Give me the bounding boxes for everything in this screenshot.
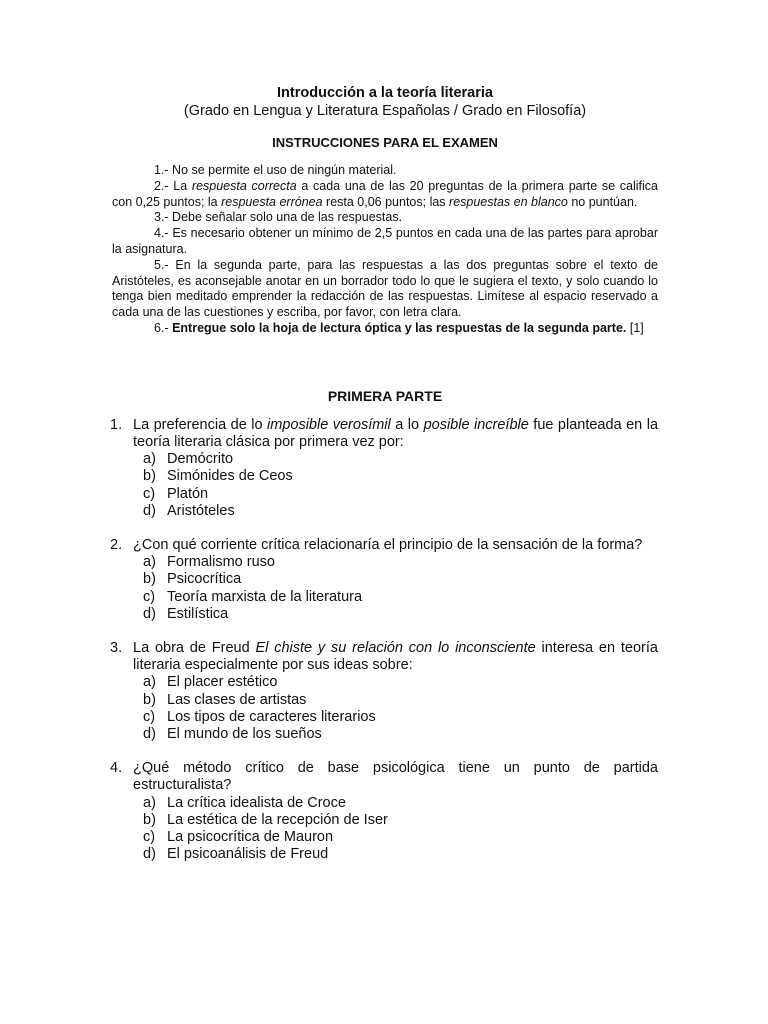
option-letter: a) bbox=[143, 794, 156, 811]
text-run: 1.- No se permite el uso de ningún material. bbox=[154, 163, 397, 177]
instructions-heading: INSTRUCCIONES PARA EL EXAMEN bbox=[272, 135, 498, 150]
question bbox=[112, 640, 658, 743]
answer-options bbox=[133, 554, 658, 623]
italic-text: imposible verosímil bbox=[267, 416, 391, 433]
option-letter: b) bbox=[143, 691, 156, 708]
option-letter: a) bbox=[143, 451, 156, 468]
option-letter: c) bbox=[143, 708, 156, 725]
text-run: resta 0,06 puntos; las bbox=[322, 194, 450, 209]
question-number: 2. bbox=[110, 536, 123, 553]
question-number: 3. bbox=[110, 640, 123, 656]
option-text: Psicocrítica bbox=[167, 571, 242, 588]
text-run: 3.- Debe señalar solo una de las respuestas. bbox=[154, 210, 403, 225]
answer-option bbox=[143, 726, 658, 743]
answer-option bbox=[143, 812, 658, 829]
text-run: interesa en teoría literaria especialmente por sus ideas sobre: bbox=[133, 640, 658, 674]
answer-option bbox=[143, 571, 658, 588]
option-letter: d) bbox=[143, 605, 156, 622]
answer-option bbox=[143, 554, 658, 571]
text-run: 2.- La bbox=[154, 178, 192, 193]
text-run: La preferencia de lo bbox=[133, 416, 268, 433]
text-run: fue planteada en la teoría literaria clásica por primera vez por: bbox=[133, 416, 659, 450]
answer-option bbox=[143, 674, 658, 691]
answer-option bbox=[143, 692, 658, 709]
answer-option bbox=[143, 829, 658, 846]
italic-text: respuestas en blanco bbox=[449, 194, 568, 209]
option-text: Aristóteles bbox=[167, 502, 235, 519]
text-run: 4.- Es necesario obtener un mínimo de 2,5 puntos en cada una de las partes para aprobar la asignatura. bbox=[112, 226, 658, 256]
text-run: [1] bbox=[626, 320, 644, 335]
answer-options bbox=[133, 674, 658, 743]
option-text: El psicoanálisis de Freud bbox=[167, 846, 329, 863]
option-letter: d) bbox=[143, 502, 156, 519]
italic-text: posible increíble bbox=[423, 416, 529, 433]
option-letter: a) bbox=[143, 674, 156, 691]
question-number: 4. bbox=[110, 760, 123, 777]
text-run: no puntúan. bbox=[567, 194, 638, 209]
italic-text: respuesta correcta bbox=[191, 178, 297, 193]
text-run: La obra de Freud bbox=[133, 640, 256, 656]
answer-option bbox=[143, 468, 658, 485]
question-text bbox=[133, 760, 658, 794]
question bbox=[112, 760, 658, 863]
option-text: Teoría marxista de la literatura bbox=[167, 588, 363, 605]
option-letter: c) bbox=[143, 829, 156, 846]
option-letter: c) bbox=[143, 588, 156, 605]
question-list bbox=[112, 417, 658, 864]
instruction-item bbox=[112, 258, 658, 321]
question-number: 1. bbox=[110, 416, 123, 433]
instructions-list bbox=[112, 163, 658, 337]
option-text: El placer estético bbox=[167, 674, 278, 691]
document-title: Introducción a la teoría literaria bbox=[277, 85, 493, 101]
option-text: La crítica idealista de Croce bbox=[167, 794, 346, 811]
answer-option bbox=[143, 846, 658, 863]
text-run: a cada una de las 20 preguntas de la primera parte se califica con 0,25 puntos; la bbox=[112, 178, 659, 209]
answer-option bbox=[143, 589, 658, 606]
option-letter: b) bbox=[143, 811, 156, 828]
text-run: ¿Con qué corriente crítica relacionaría el principio de la sensación de la forma? bbox=[133, 536, 643, 553]
question bbox=[112, 417, 658, 520]
instruction-item bbox=[112, 210, 658, 226]
text-run: 5.- En la segunda parte, para las respuestas a las dos preguntas sobre el texto de Aristóteles, es aconsejable anotar en un borrador todo lo que le sugiera el texto, y solo cuando lo tenga bien meditado emprender la redacción de las respuestas. Limítese al espacio reservado a cada una de las cuestiones y escriba, por favor, con letra clara. bbox=[112, 257, 658, 320]
bold-text: Entregue solo la hoja de lectura óptica y las respuestas de la segunda parte. bbox=[172, 320, 627, 335]
answer-options bbox=[133, 451, 658, 520]
answer-options bbox=[133, 795, 658, 864]
text-run: a lo bbox=[390, 416, 424, 433]
instruction-item bbox=[112, 163, 658, 179]
answer-option bbox=[143, 606, 658, 623]
option-text: Estilística bbox=[167, 605, 229, 622]
answer-option bbox=[143, 451, 658, 468]
option-text: Platón bbox=[167, 485, 209, 502]
option-letter: b) bbox=[143, 571, 156, 588]
option-text: Demócrito bbox=[167, 451, 234, 468]
answer-option bbox=[143, 486, 658, 503]
option-text: Simónides de Ceos bbox=[167, 468, 293, 485]
question-text bbox=[133, 417, 658, 451]
option-letter: d) bbox=[143, 846, 156, 863]
instruction-item bbox=[112, 321, 658, 337]
option-text: El mundo de los sueños bbox=[167, 726, 322, 743]
option-text: Las clases de artistas bbox=[167, 691, 307, 708]
answer-option bbox=[143, 503, 658, 520]
option-letter: a) bbox=[143, 554, 156, 571]
document-subtitle: (Grado en Lengua y Literatura Españolas / Grado en Filosofía) bbox=[183, 103, 587, 119]
answer-option bbox=[143, 709, 658, 726]
option-text: La psicocrítica de Mauron bbox=[167, 829, 334, 846]
text-run: 6.- bbox=[154, 320, 173, 335]
question-text bbox=[133, 640, 658, 674]
text-run: ¿Qué método crítico de base psicológica tiene un punto de partida estructuralista? bbox=[133, 760, 658, 794]
option-letter: c) bbox=[143, 485, 156, 502]
section-heading: PRIMERA PARTE bbox=[327, 387, 443, 404]
option-letter: b) bbox=[143, 468, 156, 485]
question bbox=[112, 537, 658, 623]
option-text: La estética de la recepción de Iser bbox=[167, 811, 388, 828]
option-letter: d) bbox=[143, 726, 156, 743]
italic-text: El chiste y su relación con lo inconsciente bbox=[255, 640, 536, 656]
instruction-item bbox=[112, 179, 658, 211]
answer-option bbox=[143, 795, 658, 812]
italic-text: respuesta errónea bbox=[221, 194, 323, 209]
instruction-item bbox=[112, 226, 658, 258]
question-text bbox=[133, 537, 658, 554]
option-text: Formalismo ruso bbox=[167, 554, 275, 571]
option-text: Los tipos de caracteres literarios bbox=[167, 708, 376, 725]
